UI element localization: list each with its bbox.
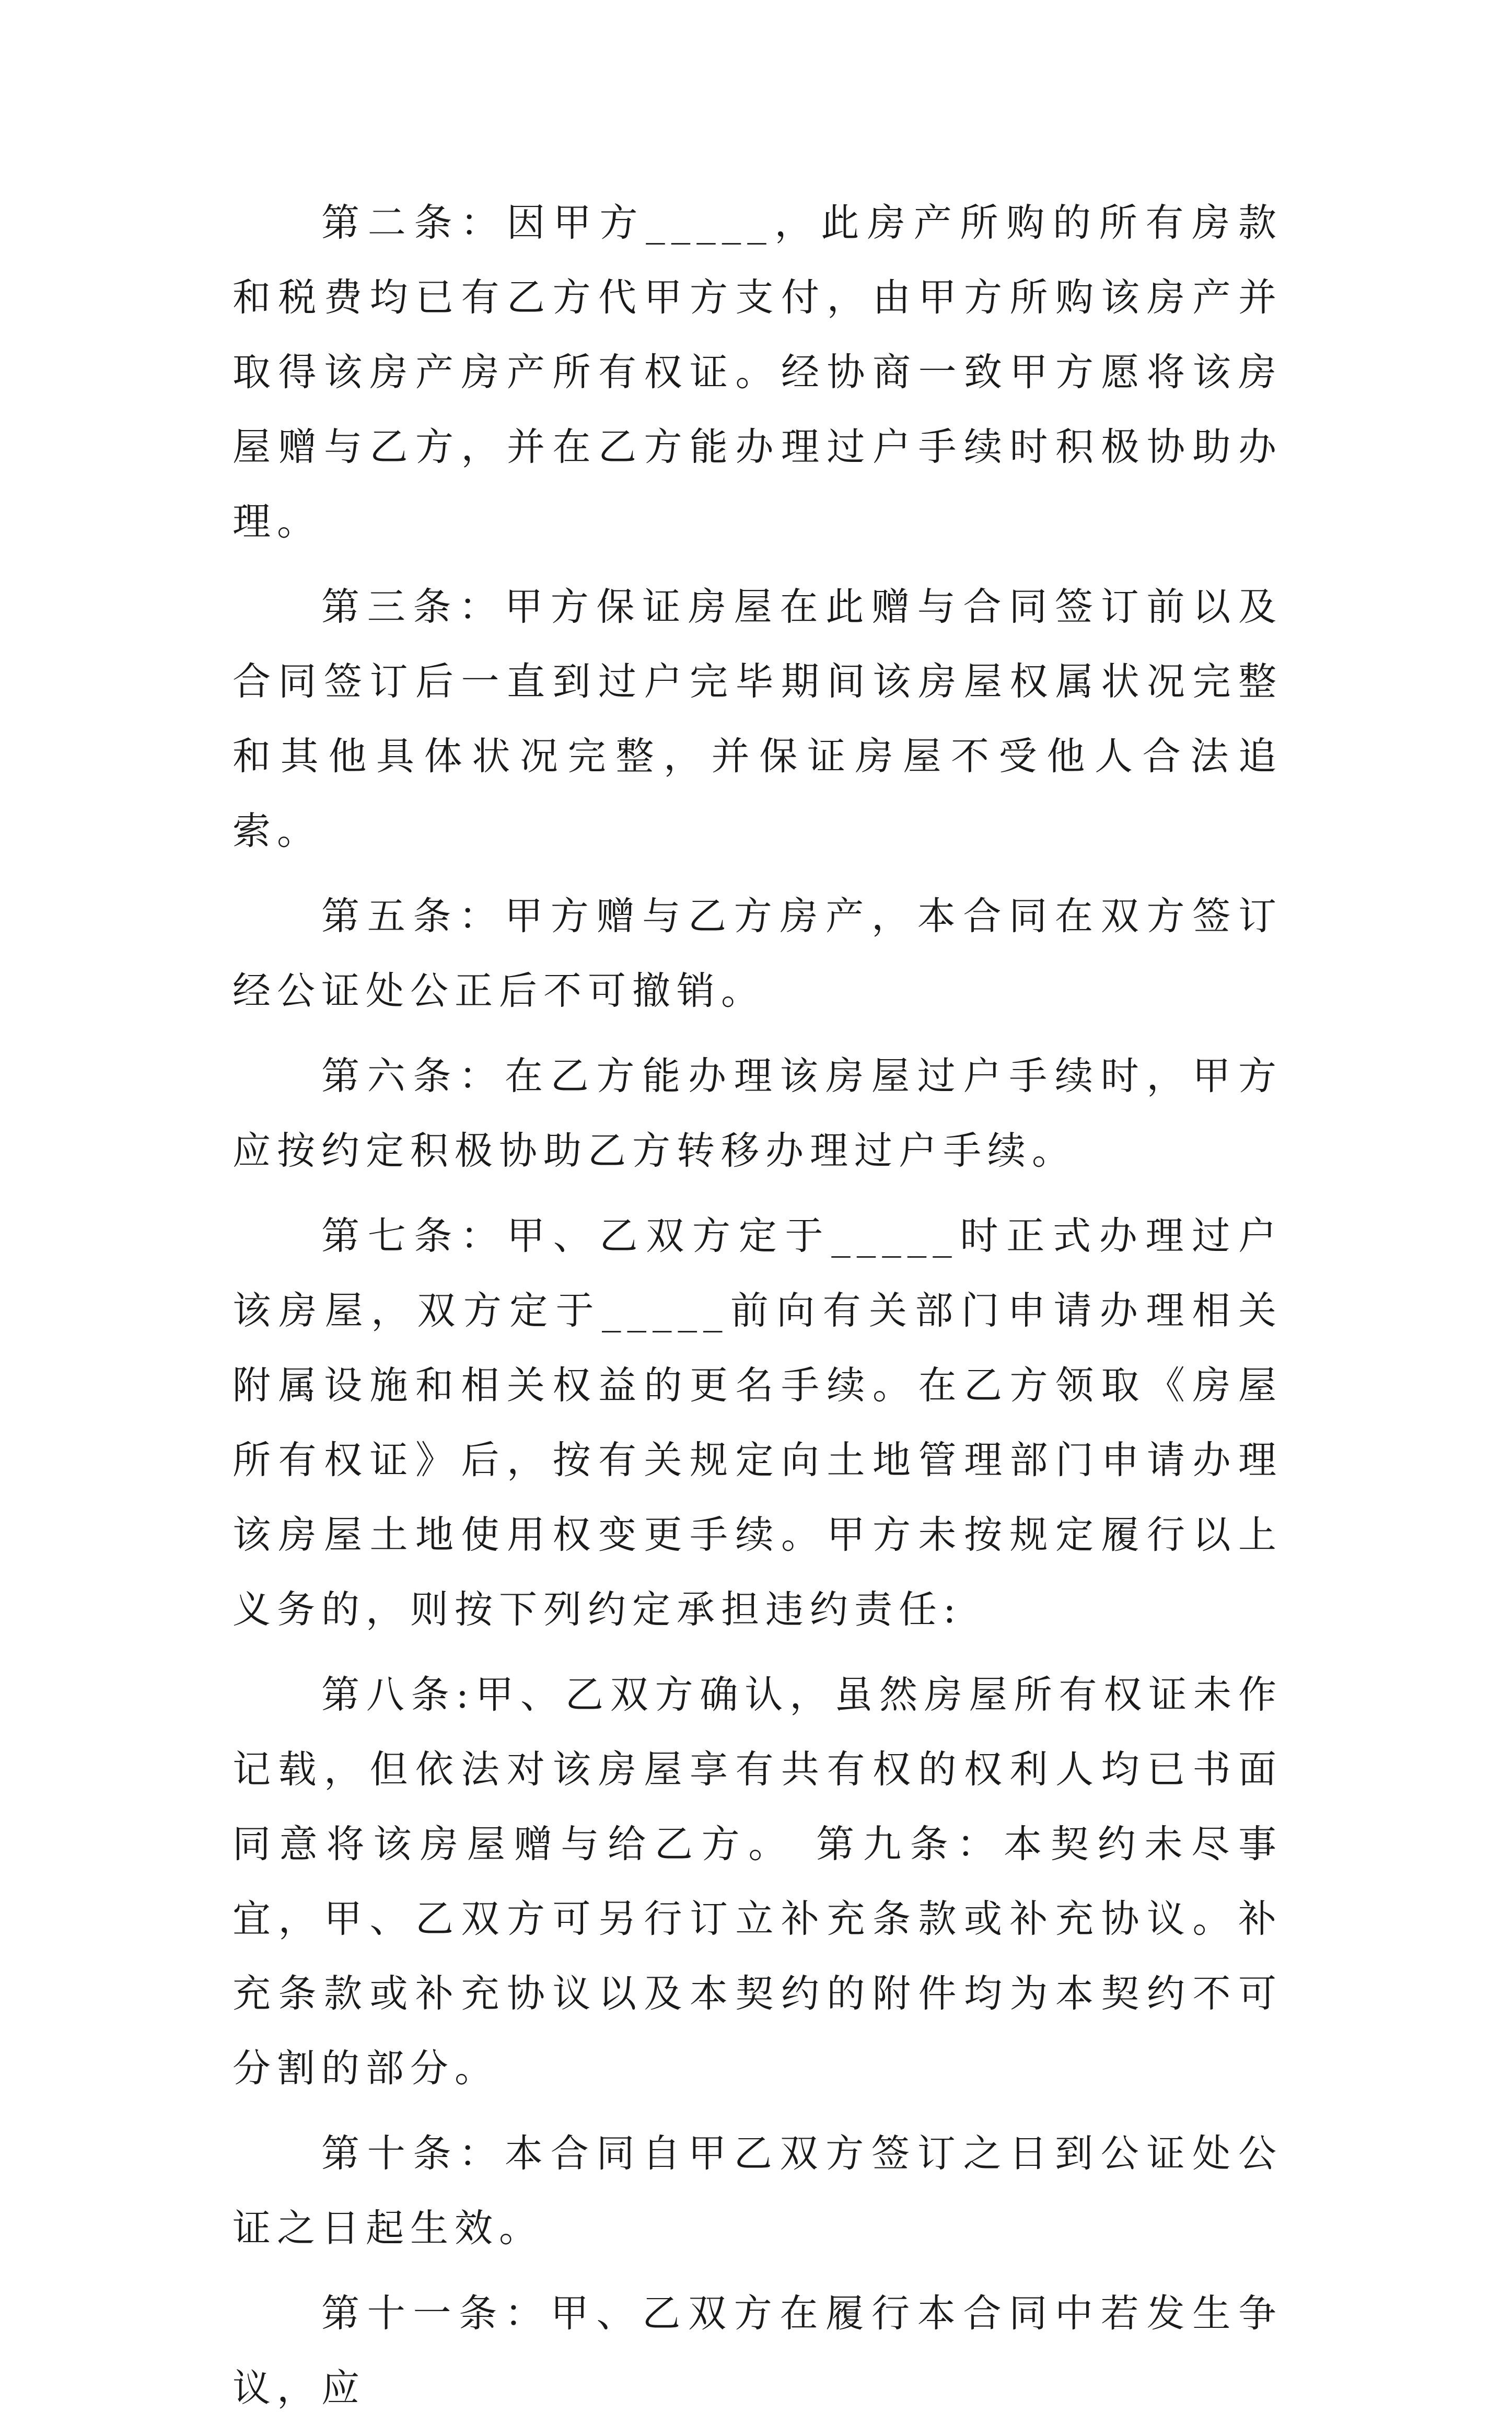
document-body xyxy=(232,185,1283,2436)
article-5-paragraph: 第五条：甲方赠与乙方房产，本合同在双方签订经公证处公正后不可撤销。 xyxy=(232,894,1283,1013)
article-11-paragraph: 第十一条：甲、乙双方在履行本合同中若发生争议，应 xyxy=(232,2291,1283,2410)
article-7-paragraph: 第七条：甲、乙双方定于_____时正式办理过户该房屋，双方定于_____前向有关部门申请办理相关附属设施和相关权益的更名手续。在乙方领取《房屋所有权证》后，按有关规定向土地管理部门申请办理该房屋土地使用权变更手续。甲方未按规定履行以上义务的，则按下列约定承担违约责任: xyxy=(232,1214,1283,1632)
article-3-paragraph: 第三条：甲方保证房屋在此赠与合同签订前以及合同签订后一直到过户完毕期间该房屋权属状况完整和其他具体状况完整，并保证房屋不受他人合法追索。 xyxy=(232,585,1283,853)
article-2-paragraph: 第二条：因甲方_____，此房产所购的所有房款和税费均已有乙方代甲方支付，由甲方所购该房产并取得该房产房产所有权证。经协商一致甲方愿将该房屋赠与乙方，并在乙方能办理过户手续时积极协助办理。 xyxy=(232,201,1283,544)
article-6-paragraph: 第六条：在乙方能办理该房屋过户手续时，甲方应按约定积极协助乙方转移办理过户手续。 xyxy=(232,1054,1283,1173)
article-10-paragraph: 第十条：本合同自甲乙双方签订之日到公证处公证之日起生效。 xyxy=(232,2131,1283,2251)
article-8-9-paragraph: 第八条:甲、乙双方确认，虽然房屋所有权证未作记载，但依法对该房屋享有共有权的权利人均已书面同意将该房屋赠与给乙方。 第九条：本契约未尽事宜，甲、乙双方可另行订立补充条款或补充协议。补充条款或补充协议以及本契约的附件均为本契约不可分割的部分。 xyxy=(232,1673,1283,2091)
